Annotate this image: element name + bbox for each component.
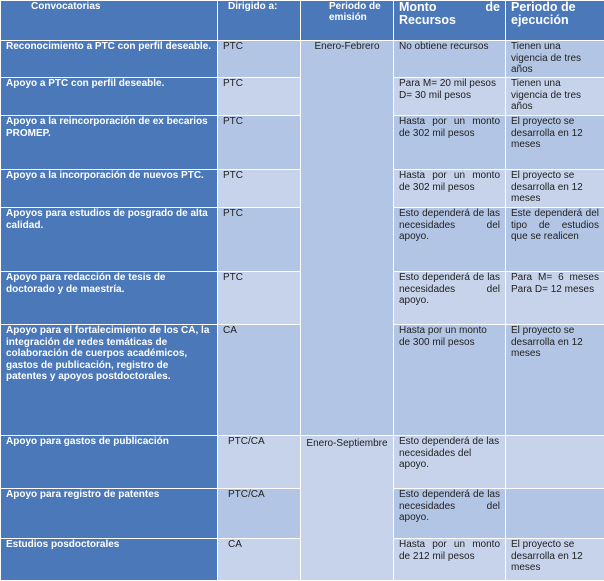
monto-cell: Esto dependerá de las necesidades del apoyo. xyxy=(394,489,506,539)
dirigido-cell: PTC xyxy=(218,78,301,116)
dirigido-cell: PTC xyxy=(218,116,301,170)
ejecucion-cell: El proyecto se desarrolla en 12 meses xyxy=(506,170,604,208)
periodo-emision-cell: Enero-Septiembre xyxy=(301,436,394,581)
monto-cell: Hasta por un monto de 302 mil pesos xyxy=(394,170,506,208)
convocatoria-cell: Apoyo para registro de patentes xyxy=(1,489,218,539)
ejecucion-cell: Para M= 6 meses Para D= 12 meses xyxy=(506,272,604,325)
convocatoria-cell: Apoyos para estudios de posgrado de alta calidad. xyxy=(1,208,218,272)
monto-cell: Esto dependerá de las necesidades del apoyo. xyxy=(394,272,506,325)
header-monto: Monto de Recursos xyxy=(394,1,506,41)
convocatoria-cell: Estudios posdoctorales xyxy=(1,539,218,581)
monto-cell: Esto dependerá de las necesidades del apoyo. xyxy=(394,208,506,272)
convocatoria-cell: Apoyo a la reincorporación de ex becarios PROMEP. xyxy=(1,116,218,170)
dirigido-cell: PTC xyxy=(218,41,301,78)
header-periodo-emision: Periodo de emisión xyxy=(301,1,394,41)
dirigido-cell: CA xyxy=(218,325,301,436)
convocatoria-cell: Apoyo a la incorporación de nuevos PTC. xyxy=(1,170,218,208)
header-row xyxy=(1,1,604,41)
ejecucion-cell: Tienen una vigencia de tres años xyxy=(506,78,604,116)
monto-cell: Hasta por un monto de 302 mil pesos xyxy=(394,116,506,170)
ejecucion-cell: Este dependerá del tipo de estudios que se realicen xyxy=(506,208,604,272)
ejecucion-cell xyxy=(506,436,604,489)
dirigido-cell: PTC xyxy=(218,272,301,325)
header-dirigido: Dirigido a: xyxy=(218,1,301,41)
monto-cell: Hasta por un monto de 300 mil pesos xyxy=(394,325,506,436)
convocatoria-cell: Apoyo para el fortalecimiento de los CA, la integración de redes temáticas de colaboración de cuerpos académicos, gastos de publicación, registro de patentes y apoyos postdoctorales. xyxy=(1,325,218,436)
dirigido-cell: PTC xyxy=(218,208,301,272)
header-convocatorias: Convocatorias xyxy=(1,1,218,41)
convocatoria-cell: Apoyo para gastos de publicación xyxy=(1,436,218,489)
convocatoria-cell: Reconocimiento a PTC con perfil deseable. xyxy=(1,41,218,78)
table-row xyxy=(1,436,604,489)
ejecucion-cell: Tienen una vigencia de tres años xyxy=(506,41,604,78)
monto-cell: Hasta por un monto de 212 mil pesos xyxy=(394,539,506,581)
monto-cell: Para M= 20 mil pesos D= 30 mil pesos xyxy=(394,78,506,116)
header-ejecucion: Periodo de ejecución xyxy=(506,1,604,41)
dirigido-cell: PTC xyxy=(218,170,301,208)
convocatoria-cell: Apoyo para redacción de tesis de doctorado y de maestría. xyxy=(1,272,218,325)
convocatoria-cell: Apoyo a PTC con perfil deseable. xyxy=(1,78,218,116)
monto-cell: No obtiene recursos xyxy=(394,41,506,78)
dirigido-cell: PTC/CA xyxy=(218,489,301,539)
dirigido-cell: PTC/CA xyxy=(218,436,301,489)
ejecucion-cell: El proyecto se desarrolla en 12 meses xyxy=(506,325,604,436)
monto-cell: Esto dependerá de las necesidades del apoyo. xyxy=(394,436,506,489)
ejecucion-cell: El proyecto se desarrolla en 12 meses xyxy=(506,539,604,581)
ejecucion-cell xyxy=(506,489,604,539)
dirigido-cell: CA xyxy=(218,539,301,581)
table-row xyxy=(1,41,604,78)
periodo-emision-cell: Enero-Febrero xyxy=(301,41,394,436)
ejecucion-cell: El proyecto se desarrolla en 12 meses xyxy=(506,116,604,170)
